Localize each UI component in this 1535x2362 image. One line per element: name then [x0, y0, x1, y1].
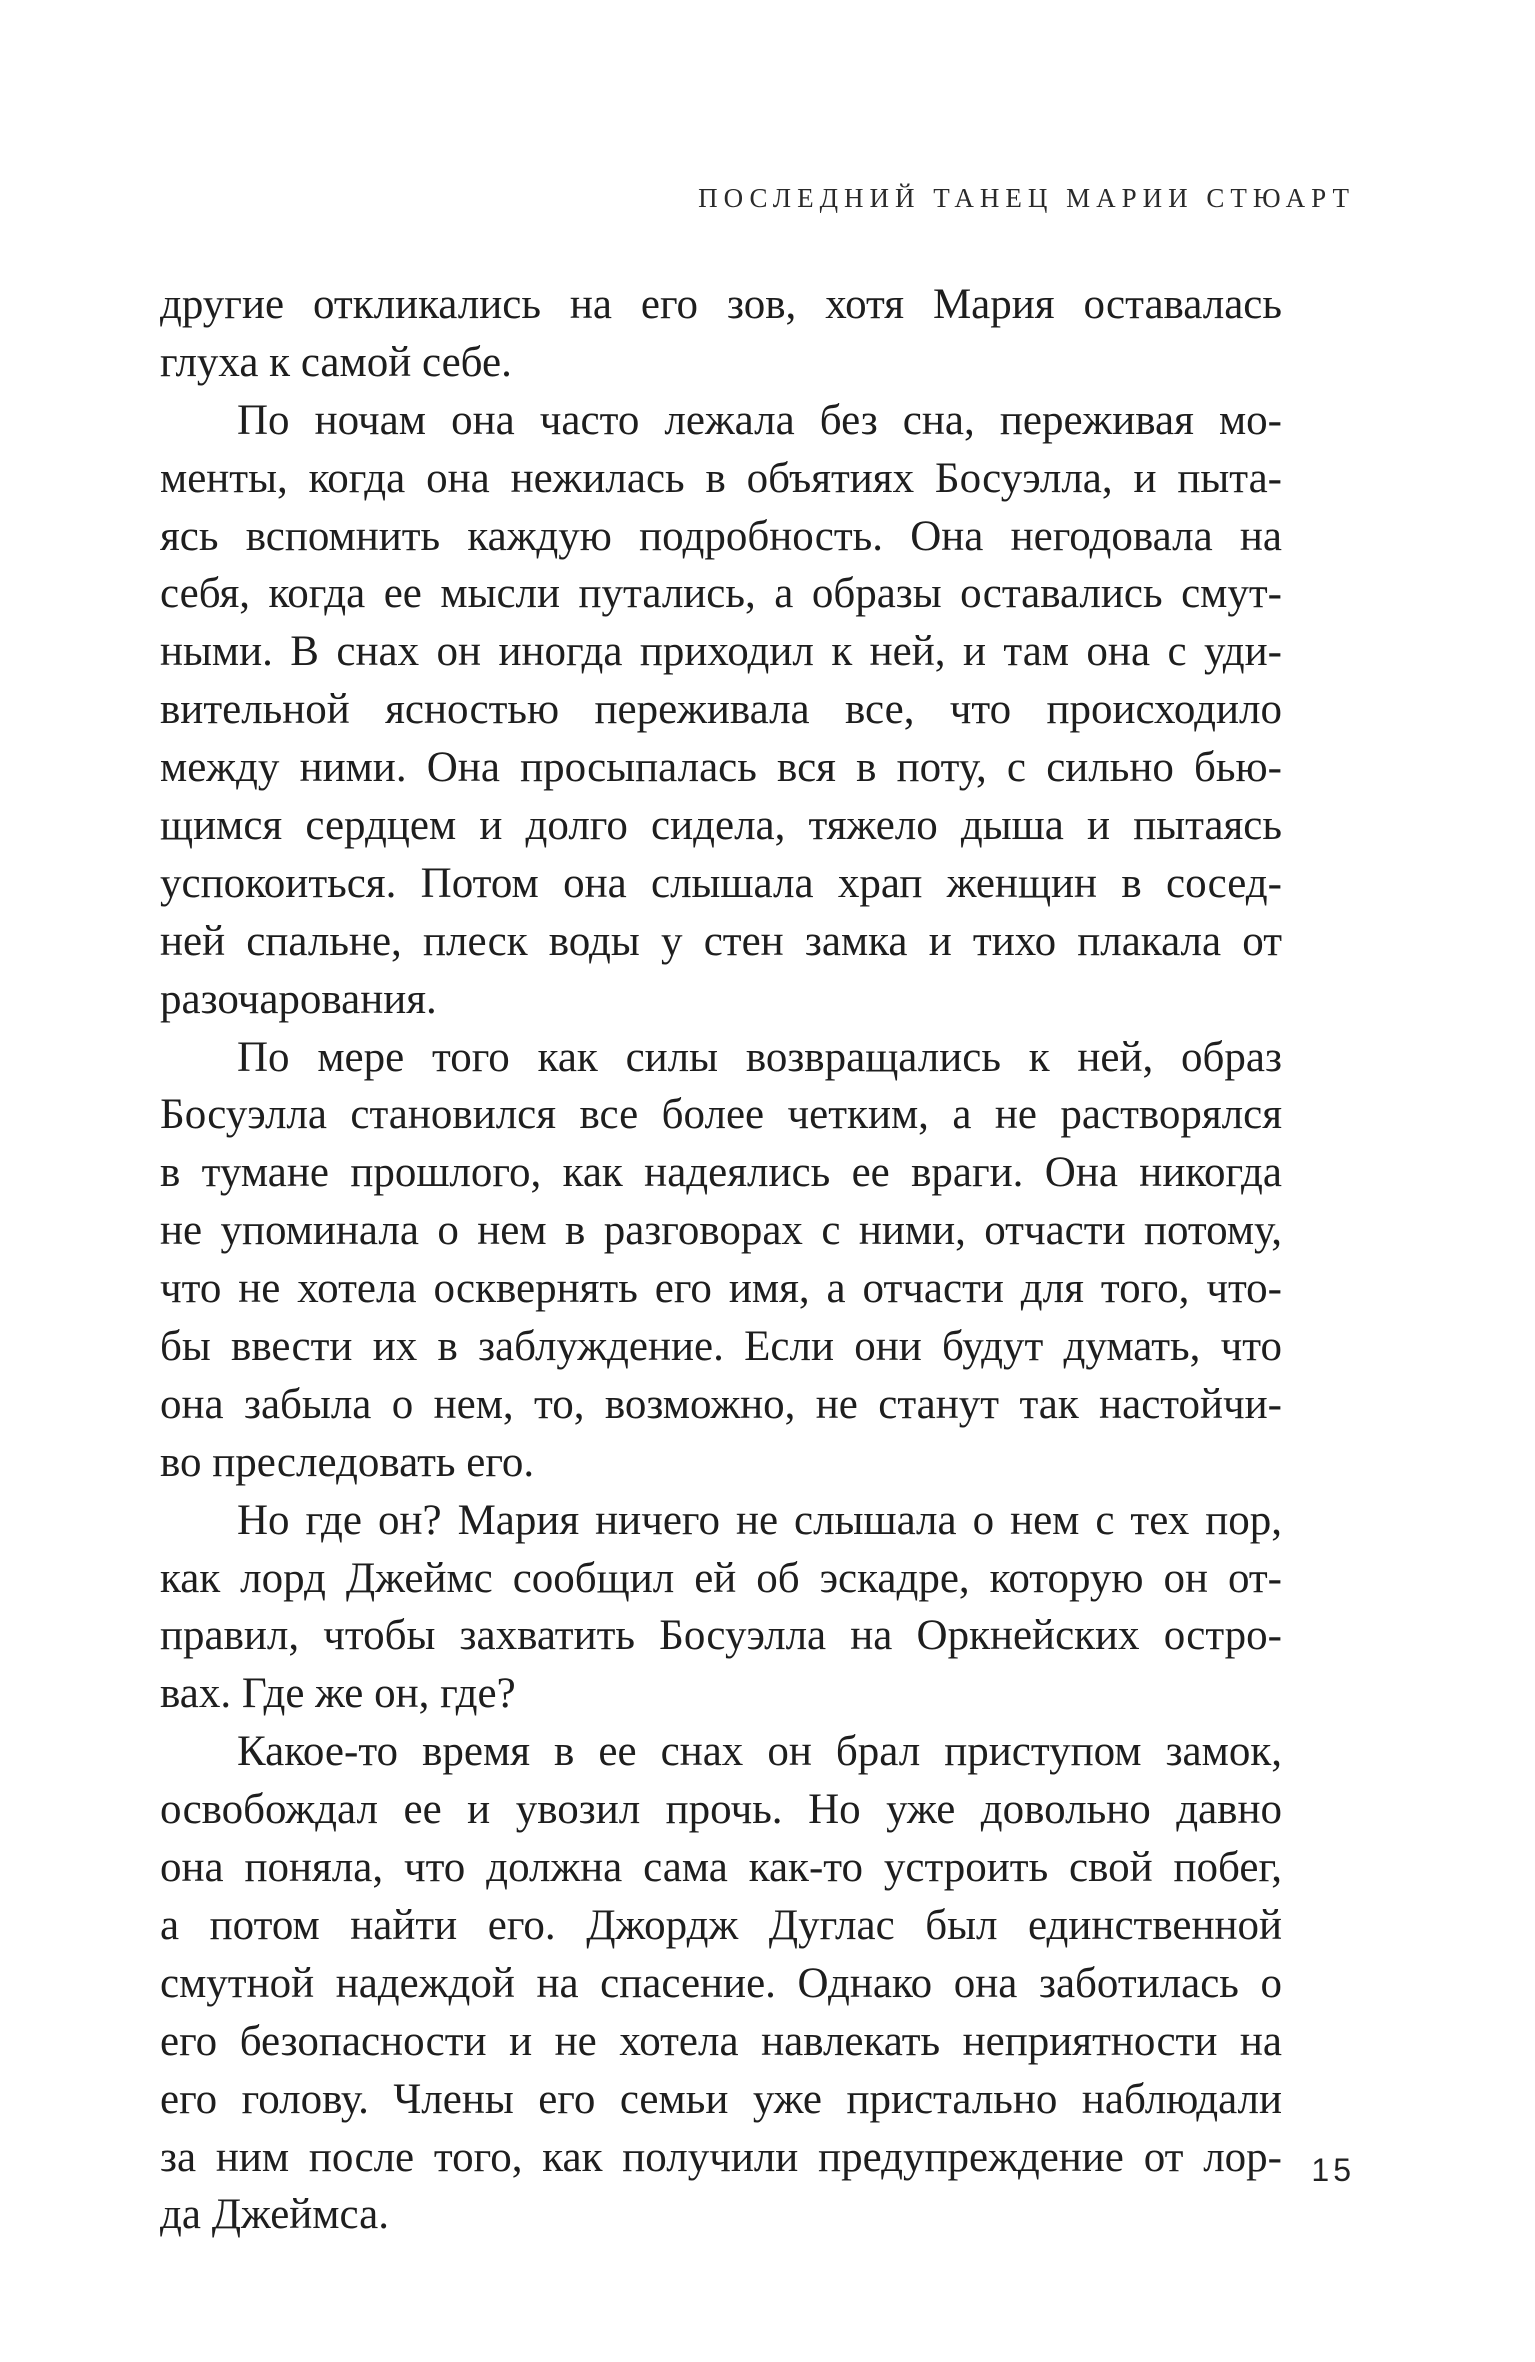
text-line: ней спальне, плеск воды у стен замка и тихо плакала от	[160, 917, 1282, 965]
text-line: освобождал ее и увозил прочь. Но уже довольно давно	[160, 1786, 1282, 1834]
text-line: ясь вспомнить каждую подробность. Она негодовала на	[160, 512, 1282, 560]
text-line: да Джеймса.	[160, 2191, 389, 2239]
text-line: щимся сердцем и долго сидела, тяжело дыша и пытаясь	[160, 802, 1282, 850]
text-line: Какое-то время в ее снах он брал приступом замок,	[237, 1728, 1282, 1776]
text-line: По ночам она часто лежала без сна, переживая мо-	[237, 396, 1282, 444]
text-line: себя, когда ее мысли путались, а образы оставались смут-	[160, 570, 1282, 618]
running-title: ПОСЛЕДНИЙ ТАНЕЦ МАРИИ СТЮАРТ	[698, 183, 1355, 213]
text-line: за ним после того, как получили предупреждение от лор-	[160, 2133, 1282, 2181]
text-line: правил, чтобы захватить Босуэлла на Оркнейских остро-	[160, 1612, 1282, 1660]
text-line: бы ввести их в заблуждение. Если они будут думать, что	[160, 1323, 1282, 1371]
text-line: как лорд Джеймс сообщил ей об эскадре, которую он от-	[160, 1554, 1282, 1602]
text-line: смутной надеждой на спасение. Однако она заботилась о	[160, 1959, 1282, 2007]
text-line: глуха к самой себе.	[160, 338, 512, 386]
text-line: его голову. Члены его семьи уже пристально наблюдали	[160, 2075, 1282, 2123]
text-line: в тумане прошлого, как надеялись ее враги. Она никогда	[160, 1149, 1282, 1197]
text-line: не упоминала о нем в разговорах с ними, отчасти потому,	[160, 1207, 1282, 1255]
text-line: Босуэлла становился все более четким, а не растворялся	[160, 1091, 1282, 1139]
text-line: другие откликались на его зов, хотя Мария оставалась	[160, 281, 1282, 328]
text-line: его безопасности и не хотела навлекать неприятности на	[160, 2017, 1282, 2065]
text-line: между ними. Она просыпалась вся в поту, с сильно бью-	[160, 744, 1282, 792]
text-line: во преследовать его.	[160, 1438, 535, 1486]
text-line: что не хотела осквернять его имя, а отчасти для того, что-	[160, 1265, 1282, 1313]
text-line: она забыла о нем, то, возможно, не станут так настойчи-	[160, 1380, 1282, 1428]
text-line: разочарования.	[160, 975, 437, 1023]
text-line: а потом найти его. Джордж Дуглас был единственной	[160, 1901, 1282, 1949]
text-line: менты, когда она нежилась в объятиях Босуэлла, и пыта-	[160, 454, 1282, 502]
text-line: вах. Где же он, где?	[160, 1670, 516, 1718]
text-line: По мере того как силы возвращались к ней, образ	[237, 1033, 1282, 1081]
text-line: успокоиться. Потом она слышала храп женщин в сосед-	[160, 859, 1282, 907]
text-line: Но где он? Мария ничего не слышала о нем с тех пор,	[237, 1496, 1282, 1544]
text-line: вительной ясностью переживала все, что происходило	[160, 686, 1282, 734]
text-line: ными. В снах он иногда приходил к ней, и там она с уди-	[160, 628, 1282, 676]
text-line: она поняла, что должна сама как-то устроить свой побег,	[160, 1844, 1282, 1892]
body-text	[160, 276, 1282, 2244]
page-number: 15	[1311, 2152, 1355, 2188]
